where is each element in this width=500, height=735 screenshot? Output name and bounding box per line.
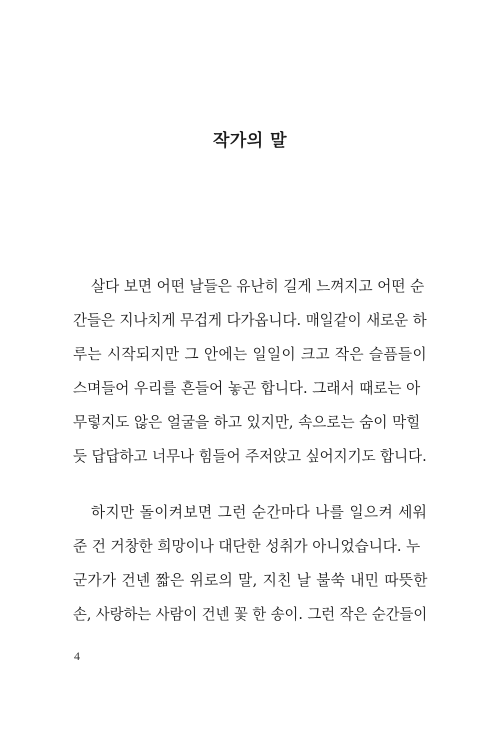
- paragraph-line: 군가가 건넨 짧은 위로의 말, 지친 날 불쑥 내민 따뜻한: [73, 572, 428, 589]
- paragraph-line: 손, 사랑하는 사람이 건넨 꽃 한 송이. 그런 작은 순간들이: [73, 606, 428, 623]
- page-number: 4: [74, 649, 80, 663]
- page-title: 작가의 말: [212, 131, 288, 151]
- paragraph-line: 간들은 지나치게 무겁게 다가옵니다. 매일같이 새로운 하: [73, 312, 427, 329]
- paragraph-line: 무렇지도 않은 얼굴을 하고 있지만, 속으로는 숨이 막힐: [73, 414, 421, 431]
- paragraph-line: 루는 시작되지만 그 안에는 일일이 크고 작은 슬픔들이: [73, 346, 428, 363]
- paragraph-line: 하지만 돌이켜보면 그런 순간마다 나를 일으켜 세워: [91, 504, 428, 521]
- paragraph-line: 준 건 거창한 희망이나 대단한 성취가 아니었습니다. 누: [73, 538, 421, 555]
- paragraph-line: 살다 보면 어떤 날들은 유난히 길게 느껴지고 어떤 순: [91, 278, 425, 295]
- paragraph-line: 듯 답답하고 너무나 힘들어 주저앉고 싶어지기도 합니다.: [73, 448, 427, 465]
- paragraph-line: 스며들어 우리를 흔들어 놓곤 합니다. 그래서 때로는 아: [73, 380, 421, 397]
